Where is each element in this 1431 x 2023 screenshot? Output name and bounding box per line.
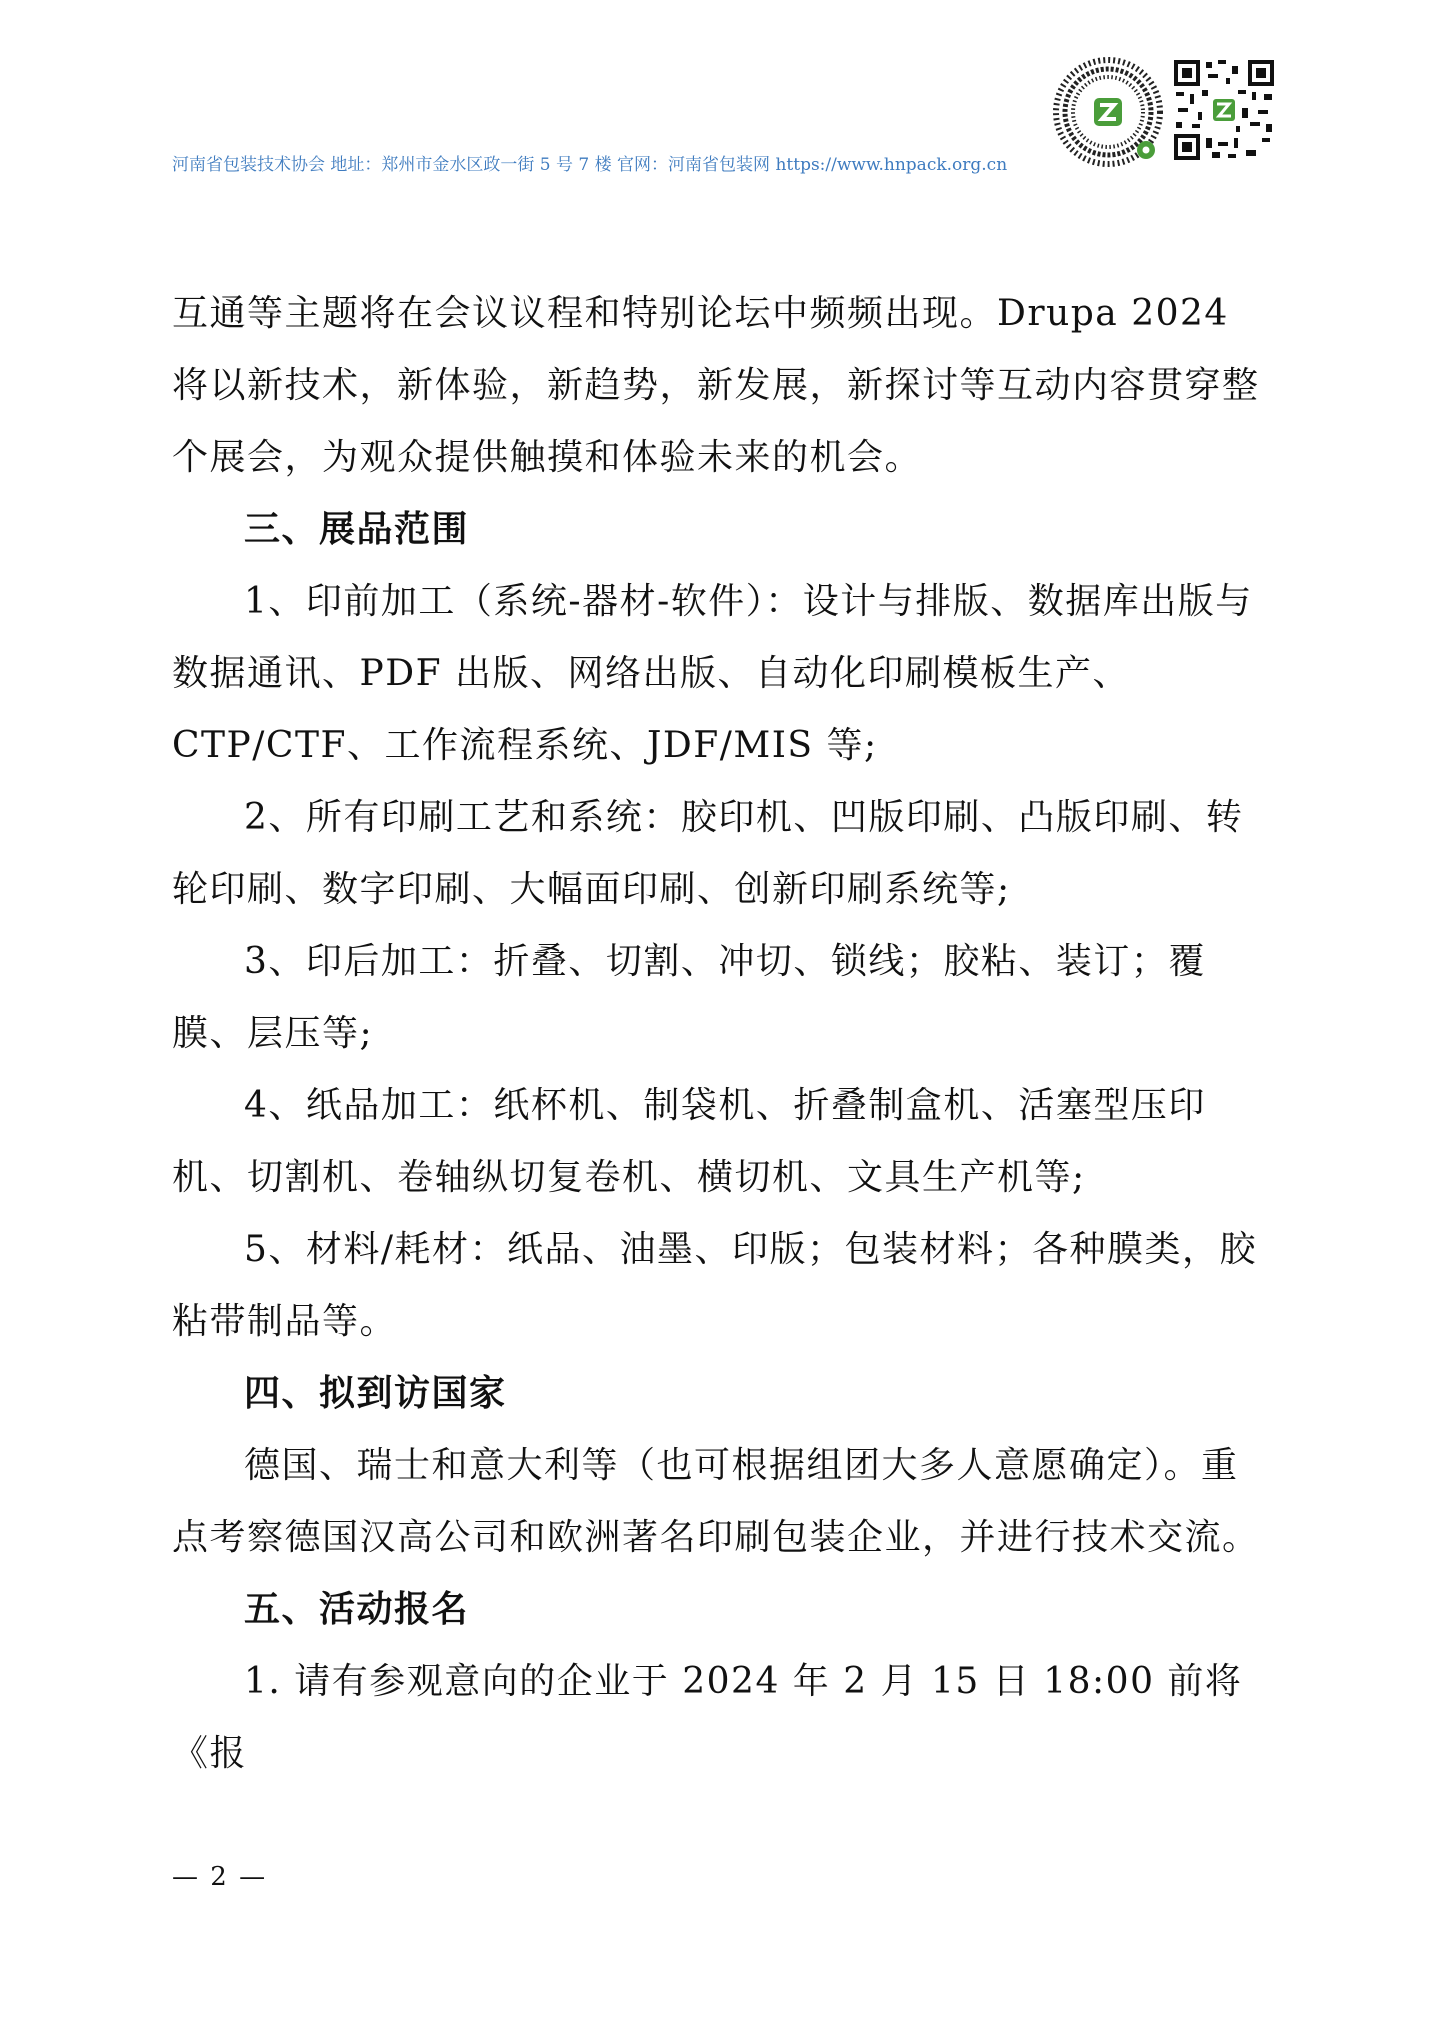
section-heading-registration: 五、活动报名: [244, 1589, 470, 1630]
letterhead-contact-line: 河南省包装技术协会 地址：郑州市金水区政一街 5 号 7 楼 官网：河南省包装网 https://www.hnpack.org.cn: [172, 155, 1008, 175]
list-item-printing-processes: 2、所有印刷工艺和系统：胶印机、凹版印刷、凸版印刷、转轮印刷、数字印刷、大幅面印刷、创新印刷系统等;: [172, 797, 1244, 910]
list-item-paper-converting: 4、纸品加工：纸杯机、制袋机、折叠制盒机、活塞型压印机、切割机、卷轴纵切复卷机、横切机、文具生产机等;: [172, 1085, 1206, 1198]
document-body: [172, 278, 1264, 1790]
list-item-postpress: 3、印后加工：折叠、切割、冲切、锁线；胶粘、装订；覆膜、层压等;: [172, 941, 1206, 1054]
list-item-materials: 5、材料/耗材：纸品、油墨、印版；包装材料；各种膜类，胶粘带制品等。: [172, 1229, 1258, 1342]
qr-code-icon: [1172, 58, 1276, 162]
section-heading-countries: 四、拟到访国家: [244, 1373, 507, 1414]
page-number: — 2 —: [172, 1862, 268, 1892]
wechat-mini-program-code-icon: [1052, 56, 1164, 168]
section-heading-exhibit-scope: 三、展品范围: [244, 509, 470, 550]
paragraph-continuation: 互通等主题将在会议议程和特别论坛中频频出现。Drupa 2024 将以新技术，新体验，新趋势，新发展，新探讨等互动内容贯穿整个展会，为观众提供触摸和体验未来的机会。: [172, 293, 1260, 478]
paragraph-countries: 德国、瑞士和意大利等（也可根据组团大多人意愿确定）。重点考察德国汉高公司和欧洲著名印刷包装企业，并进行技术交流。: [172, 1445, 1260, 1558]
paragraph-registration: 1. 请有参观意向的企业于 2024 年 2 月 15 日 18:00 前将《报: [172, 1661, 1243, 1774]
list-item-prepress: 1、印前加工（系统-器材-软件）：设计与排版、数据库出版与数据通讯、PDF 出版、网络出版、自动化印刷模板生产、CTP/CTF、工作流程系统、JDF/MIS 等;: [172, 581, 1253, 766]
